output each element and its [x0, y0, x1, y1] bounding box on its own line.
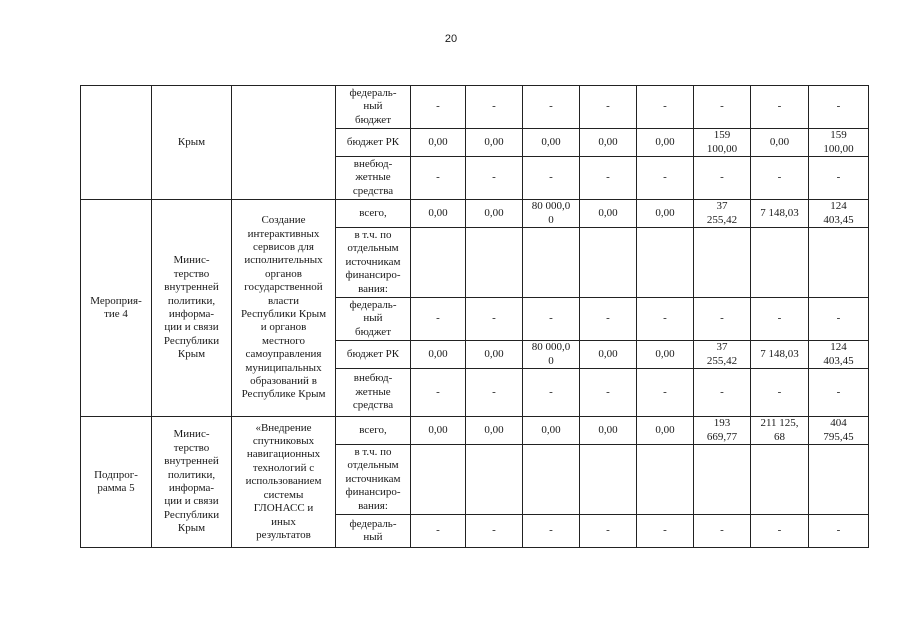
amount-cell: -: [809, 157, 869, 200]
amount-cell: 0,00: [466, 200, 523, 228]
amount-cell: [694, 228, 751, 298]
amount-cell: 37 255,42: [694, 200, 751, 228]
measure-name-cell: «Внедрение спутниковых навигационных технологий с использованием системы ГЛОНАСС и иных результатов: [232, 417, 336, 548]
funding-source-cell: бюджет РК: [336, 129, 411, 157]
amount-cell: -: [411, 515, 466, 548]
amount-cell: [694, 445, 751, 515]
funding-source-cell: всего,: [336, 417, 411, 445]
amount-cell: [580, 228, 637, 298]
amount-cell: -: [751, 157, 809, 200]
amount-cell: 0,00: [751, 129, 809, 157]
amount-cell: 7 148,03: [751, 341, 809, 369]
amount-cell: 0,00: [411, 129, 466, 157]
funding-source-cell: в т.ч. по отдельным источникам финансиро- вания:: [336, 228, 411, 298]
amount-cell: [637, 228, 694, 298]
amount-cell: -: [694, 86, 751, 129]
amount-cell: [411, 445, 466, 515]
amount-cell: -: [466, 369, 523, 417]
amount-cell: -: [694, 369, 751, 417]
amount-cell: 0,00: [637, 129, 694, 157]
funding-source-cell: федераль- ный: [336, 515, 411, 548]
amount-cell: -: [809, 369, 869, 417]
amount-cell: -: [580, 298, 637, 341]
amount-cell: -: [466, 157, 523, 200]
amount-cell: -: [637, 515, 694, 548]
amount-cell: 211 125, 68: [751, 417, 809, 445]
row-label-cell: Мероприя- тие 4: [81, 200, 152, 417]
amount-cell: 0,00: [580, 129, 637, 157]
amount-cell: -: [523, 298, 580, 341]
amount-cell: -: [411, 298, 466, 341]
amount-cell: -: [751, 298, 809, 341]
amount-cell: 404 795,45: [809, 417, 869, 445]
executor-cell: Минис- терство внутренней политики, информа- ции и связи Республики Крым: [152, 417, 232, 548]
amount-cell: 80 000,0 0: [523, 341, 580, 369]
funding-source-cell: бюджет РК: [336, 341, 411, 369]
amount-cell: -: [751, 86, 809, 129]
table-row: [81, 417, 869, 445]
amount-cell: [411, 228, 466, 298]
amount-cell: -: [809, 86, 869, 129]
amount-cell: -: [751, 369, 809, 417]
funding-source-cell: внебюд- жетные средства: [336, 157, 411, 200]
amount-cell: 0,00: [637, 200, 694, 228]
amount-cell: [809, 445, 869, 515]
table-row: [81, 200, 869, 228]
amount-cell: -: [580, 157, 637, 200]
amount-cell: 193 669,77: [694, 417, 751, 445]
amount-cell: 159 100,00: [694, 129, 751, 157]
amount-cell: -: [523, 86, 580, 129]
amount-cell: -: [637, 86, 694, 129]
financing-table: [80, 85, 869, 548]
amount-cell: [637, 445, 694, 515]
amount-cell: 7 148,03: [751, 200, 809, 228]
amount-cell: [466, 228, 523, 298]
amount-cell: -: [466, 86, 523, 129]
amount-cell: -: [411, 157, 466, 200]
table-body: [81, 86, 869, 548]
executor-cell: Минис- терство внутренней политики, информа- ции и связи Республики Крым: [152, 200, 232, 417]
amount-cell: -: [466, 298, 523, 341]
funding-source-cell: всего,: [336, 200, 411, 228]
amount-cell: -: [523, 157, 580, 200]
amount-cell: 0,00: [466, 129, 523, 157]
amount-cell: -: [751, 515, 809, 548]
amount-cell: 0,00: [466, 341, 523, 369]
row-label-cell: [81, 86, 152, 200]
amount-cell: [523, 445, 580, 515]
amount-cell: 0,00: [523, 129, 580, 157]
amount-cell: 0,00: [411, 200, 466, 228]
amount-cell: -: [694, 298, 751, 341]
row-label-cell: Подпрог- рамма 5: [81, 417, 152, 548]
measure-name-cell: [232, 86, 336, 200]
amount-cell: -: [809, 515, 869, 548]
funding-source-cell: в т.ч. по отдельным источникам финансиро- вания:: [336, 445, 411, 515]
amount-cell: [523, 228, 580, 298]
funding-source-cell: федераль- ный бюджет: [336, 298, 411, 341]
amount-cell: -: [694, 157, 751, 200]
amount-cell: [751, 228, 809, 298]
amount-cell: -: [580, 86, 637, 129]
amount-cell: [751, 445, 809, 515]
amount-cell: 0,00: [523, 417, 580, 445]
amount-cell: [809, 228, 869, 298]
amount-cell: 37 255,42: [694, 341, 751, 369]
funding-source-cell: федераль- ный бюджет: [336, 86, 411, 129]
amount-cell: -: [637, 157, 694, 200]
amount-cell: 0,00: [580, 200, 637, 228]
amount-cell: 124 403,45: [809, 200, 869, 228]
amount-cell: -: [411, 369, 466, 417]
amount-cell: [580, 445, 637, 515]
amount-cell: 159 100,00: [809, 129, 869, 157]
amount-cell: 0,00: [411, 417, 466, 445]
amount-cell: 0,00: [637, 341, 694, 369]
amount-cell: 124 403,45: [809, 341, 869, 369]
amount-cell: -: [580, 515, 637, 548]
amount-cell: -: [466, 515, 523, 548]
page-number: 20: [444, 33, 458, 45]
amount-cell: -: [694, 515, 751, 548]
amount-cell: [466, 445, 523, 515]
amount-cell: 0,00: [637, 417, 694, 445]
amount-cell: 0,00: [411, 341, 466, 369]
measure-name-cell: Создание интерактивных сервисов для исполнительных органов государственной власти Республики Крым и органов местного самоуправления муниципальных образований в Республике Крым: [232, 200, 336, 417]
table-row: [81, 86, 869, 129]
amount-cell: -: [523, 515, 580, 548]
amount-cell: -: [637, 369, 694, 417]
amount-cell: 80 000,0 0: [523, 200, 580, 228]
executor-cell: Крым: [152, 86, 232, 200]
amount-cell: 0,00: [580, 341, 637, 369]
amount-cell: 0,00: [580, 417, 637, 445]
amount-cell: -: [411, 86, 466, 129]
amount-cell: -: [637, 298, 694, 341]
amount-cell: 0,00: [466, 417, 523, 445]
amount-cell: -: [580, 369, 637, 417]
funding-source-cell: внебюд- жетные средства: [336, 369, 411, 417]
amount-cell: -: [809, 298, 869, 341]
amount-cell: -: [523, 369, 580, 417]
